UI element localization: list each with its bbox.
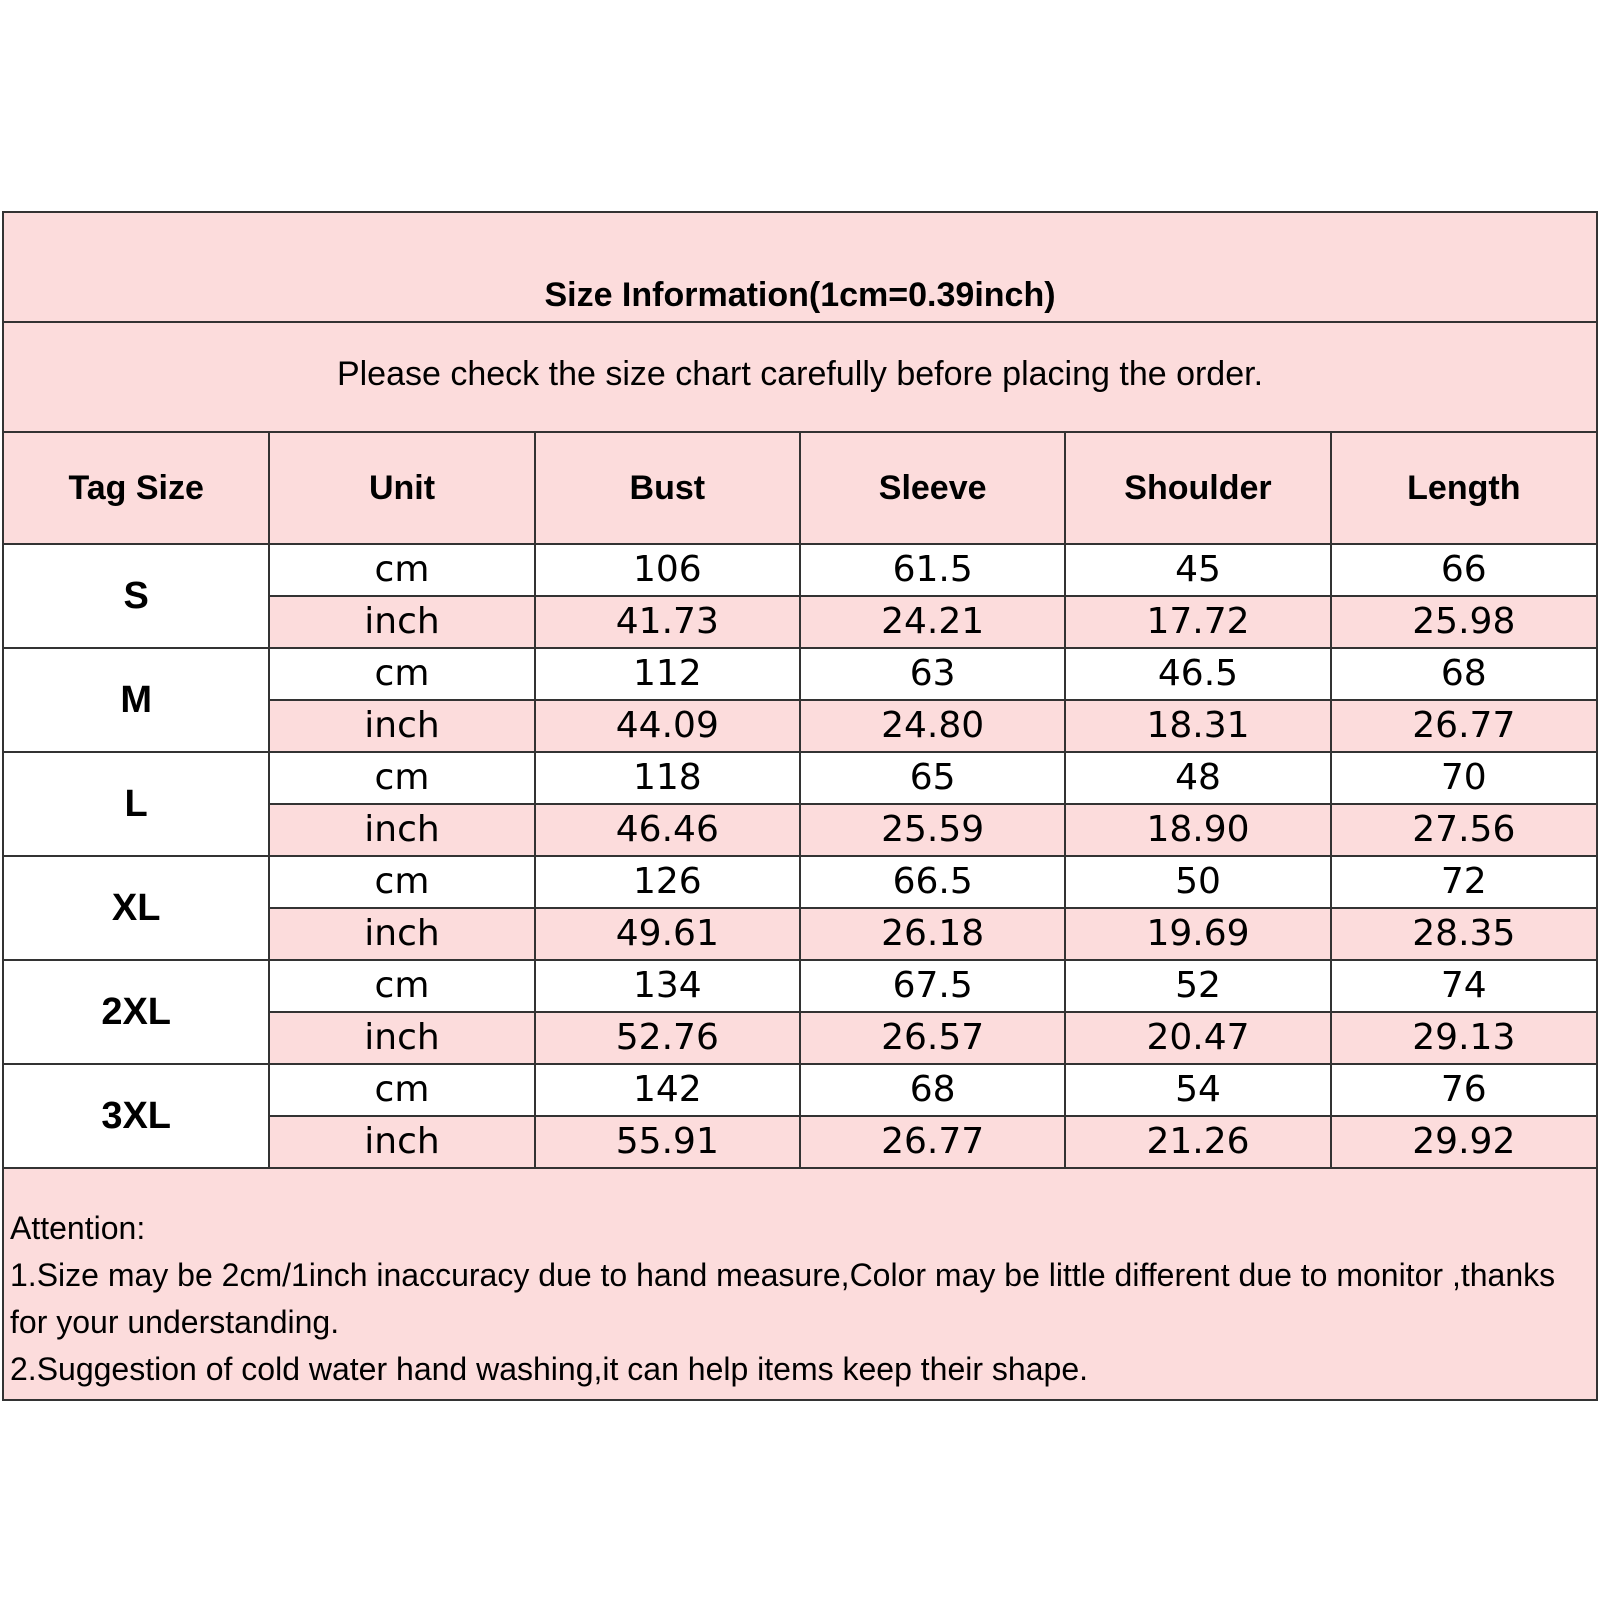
header-unit: Unit (269, 433, 534, 544)
sleeve-cell: 65 (800, 752, 1065, 804)
shoulder-cell: 48 (1065, 752, 1330, 804)
subtitle-band (4, 323, 1596, 433)
unit-cell: inch (269, 700, 534, 752)
length-cell: 26.77 (1331, 700, 1596, 752)
shoulder-cell: 52 (1065, 960, 1330, 1012)
shoulder-cell: 50 (1065, 856, 1330, 908)
table-row (4, 752, 1596, 804)
sleeve-cell: 26.77 (800, 1116, 1065, 1168)
length-cell: 74 (1331, 960, 1596, 1012)
tag-size-cell: L (4, 752, 269, 856)
shoulder-cell: 18.90 (1065, 804, 1330, 856)
length-cell: 66 (1331, 544, 1596, 596)
unit-cell: cm (269, 544, 534, 596)
header-row (4, 433, 1596, 544)
sleeve-cell: 66.5 (800, 856, 1065, 908)
sleeve-cell: 25.59 (800, 804, 1065, 856)
shoulder-cell: 17.72 (1065, 596, 1330, 648)
table-row (4, 1064, 1596, 1116)
table-row (4, 960, 1596, 1012)
attention-note-1: 1.Size may be 2cm/1inch inaccuracy due to hand measure,Color may be little different due to monitor ,thanks for your understanding. (10, 1257, 1556, 1340)
shoulder-cell: 21.26 (1065, 1116, 1330, 1168)
length-cell: 72 (1331, 856, 1596, 908)
bust-cell: 126 (535, 856, 800, 908)
length-cell: 29.92 (1331, 1116, 1596, 1168)
table-row (4, 544, 1596, 596)
unit-cell: cm (269, 1064, 534, 1116)
bust-cell: 118 (535, 752, 800, 804)
sleeve-cell: 24.80 (800, 700, 1065, 752)
unit-cell: cm (269, 856, 534, 908)
unit-cell: inch (269, 1116, 534, 1168)
tag-size-cell: 3XL (4, 1064, 269, 1168)
length-cell: 27.56 (1331, 804, 1596, 856)
header-length: Length (1331, 433, 1596, 544)
chart-subtitle: Please check the size chart carefully before placing the order. (336, 354, 1264, 393)
sleeve-cell: 63 (800, 648, 1065, 700)
bust-cell: 44.09 (535, 700, 800, 752)
size-table (4, 433, 1596, 1169)
header-sleeve: Sleeve (800, 433, 1065, 544)
length-cell: 68 (1331, 648, 1596, 700)
length-cell: 70 (1331, 752, 1596, 804)
length-cell: 29.13 (1331, 1012, 1596, 1064)
bust-cell: 112 (535, 648, 800, 700)
chart-title: Size Information(1cm=0.39inch) (544, 276, 1056, 314)
sleeve-cell: 26.57 (800, 1012, 1065, 1064)
sleeve-cell: 67.5 (800, 960, 1065, 1012)
header-bust: Bust (535, 433, 800, 544)
bust-cell: 41.73 (535, 596, 800, 648)
header-shoulder: Shoulder (1065, 433, 1330, 544)
unit-cell: inch (269, 804, 534, 856)
shoulder-cell: 45 (1065, 544, 1330, 596)
sleeve-cell: 24.21 (800, 596, 1065, 648)
bust-cell: 142 (535, 1064, 800, 1116)
sleeve-cell: 26.18 (800, 908, 1065, 960)
shoulder-cell: 19.69 (1065, 908, 1330, 960)
sleeve-cell: 68 (800, 1064, 1065, 1116)
bust-cell: 52.76 (535, 1012, 800, 1064)
shoulder-cell: 46.5 (1065, 648, 1330, 700)
unit-cell: cm (269, 648, 534, 700)
header-tag-size: Tag Size (4, 433, 269, 544)
shoulder-cell: 54 (1065, 1064, 1330, 1116)
attention-heading: Attention: (10, 1210, 146, 1246)
size-chart (2, 211, 1598, 1401)
attention-notes (4, 1169, 1596, 1399)
title-band (4, 213, 1596, 323)
unit-cell: inch (269, 596, 534, 648)
bust-cell: 46.46 (535, 804, 800, 856)
bust-cell: 134 (535, 960, 800, 1012)
bust-cell: 49.61 (535, 908, 800, 960)
tag-size-cell: 2XL (4, 960, 269, 1064)
tag-size-cell: S (4, 544, 269, 648)
tag-size-cell: M (4, 648, 269, 752)
sleeve-cell: 61.5 (800, 544, 1065, 596)
table-row (4, 856, 1596, 908)
table-row (4, 648, 1596, 700)
bust-cell: 106 (535, 544, 800, 596)
unit-cell: cm (269, 960, 534, 1012)
unit-cell: cm (269, 752, 534, 804)
length-cell: 25.98 (1331, 596, 1596, 648)
bust-cell: 55.91 (535, 1116, 800, 1168)
shoulder-cell: 20.47 (1065, 1012, 1330, 1064)
unit-cell: inch (269, 1012, 534, 1064)
attention-note-2: 2.Suggestion of cold water hand washing,it can help items keep their shape. (10, 1351, 1088, 1387)
length-cell: 28.35 (1331, 908, 1596, 960)
length-cell: 76 (1331, 1064, 1596, 1116)
shoulder-cell: 18.31 (1065, 700, 1330, 752)
unit-cell: inch (269, 908, 534, 960)
tag-size-cell: XL (4, 856, 269, 960)
